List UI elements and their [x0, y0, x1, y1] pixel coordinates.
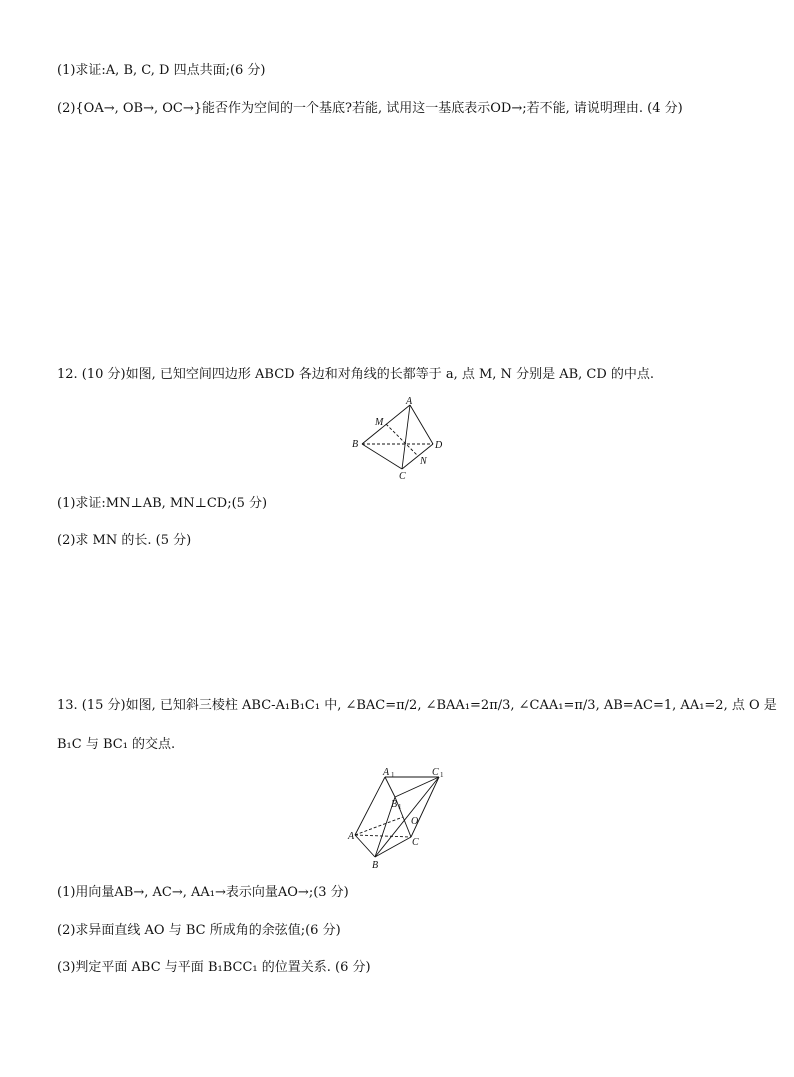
- edge-AC-hidden: [355, 835, 411, 837]
- q13-part1: (1)用向量AB→, AC→, AA₁→表示向量AO→;(3 分): [57, 885, 349, 900]
- edge-CD: [402, 444, 433, 469]
- edge-AD: [410, 405, 433, 444]
- q13-stem-line2: B₁C 与 BC₁ 的交点.: [57, 737, 176, 752]
- q12-part1: (1)求证:MN⊥AB, MN⊥CD;(5 分): [57, 496, 268, 511]
- q11-part1: (1)求证:A, B, C, D 四点共面;(6 分): [57, 63, 266, 78]
- edge-B1C1: [395, 777, 439, 797]
- edge-A1B1: [385, 777, 395, 797]
- label-C: C: [399, 471, 406, 482]
- label-O: O: [411, 816, 419, 827]
- label-C1-sub: 1: [440, 771, 444, 779]
- prism-figure: [345, 765, 455, 873]
- label-A1-sub: 1: [391, 771, 395, 779]
- label-B1-sub: 1: [398, 803, 402, 811]
- label-B: B: [372, 860, 379, 871]
- segment-MN-hidden: [386, 424, 418, 456]
- q12-part2: (2)求 MN 的长. (5 分): [57, 533, 192, 548]
- label-C: C: [412, 837, 419, 848]
- q12-stem: 12. (10 分)如图, 已知空间四边形 ABCD 各边和对角线的长都等于 a, 点 M, N 分别是 AB, CD 的中点.: [57, 367, 655, 382]
- label-M: M: [375, 417, 384, 428]
- label-A: A: [406, 396, 413, 407]
- label-A1: A: [383, 767, 390, 778]
- q11-part2: (2){OA→, OB→, OC→}能否作为空间的一个基底?若能, 试用这一基底表示OD→;若不能, 请说明理由. (4 分): [57, 101, 683, 116]
- edge-AB: [355, 835, 375, 857]
- q13-part2: (2)求异面直线 AO 与 BC 所成角的余弦值;(6 分): [57, 923, 341, 938]
- label-A: A: [348, 831, 355, 842]
- edge-BC: [362, 444, 402, 469]
- label-B: B: [352, 439, 359, 450]
- label-C1: C: [432, 767, 439, 778]
- edge-AC: [402, 405, 410, 469]
- q13-stem-line1: 13. (15 分)如图, 已知斜三棱柱 ABC-A₁B₁C₁ 中, ∠BAC=π/2, ∠BAA₁=2π/3, ∠CAA₁=π/3, AB=AC=1, AA₁=2, 点 O 是: [57, 698, 777, 713]
- edge-AA1: [355, 777, 385, 835]
- tetrahedron-figure: [348, 396, 448, 482]
- segment-AO-hidden: [355, 817, 403, 835]
- label-B1: B: [391, 799, 398, 810]
- diag-BC1: [375, 777, 439, 857]
- q13-part3: (3)判定平面 ABC 与平面 B₁BCC₁ 的位置关系. (6 分): [57, 960, 371, 975]
- label-D: D: [435, 440, 443, 451]
- label-N: N: [420, 456, 427, 467]
